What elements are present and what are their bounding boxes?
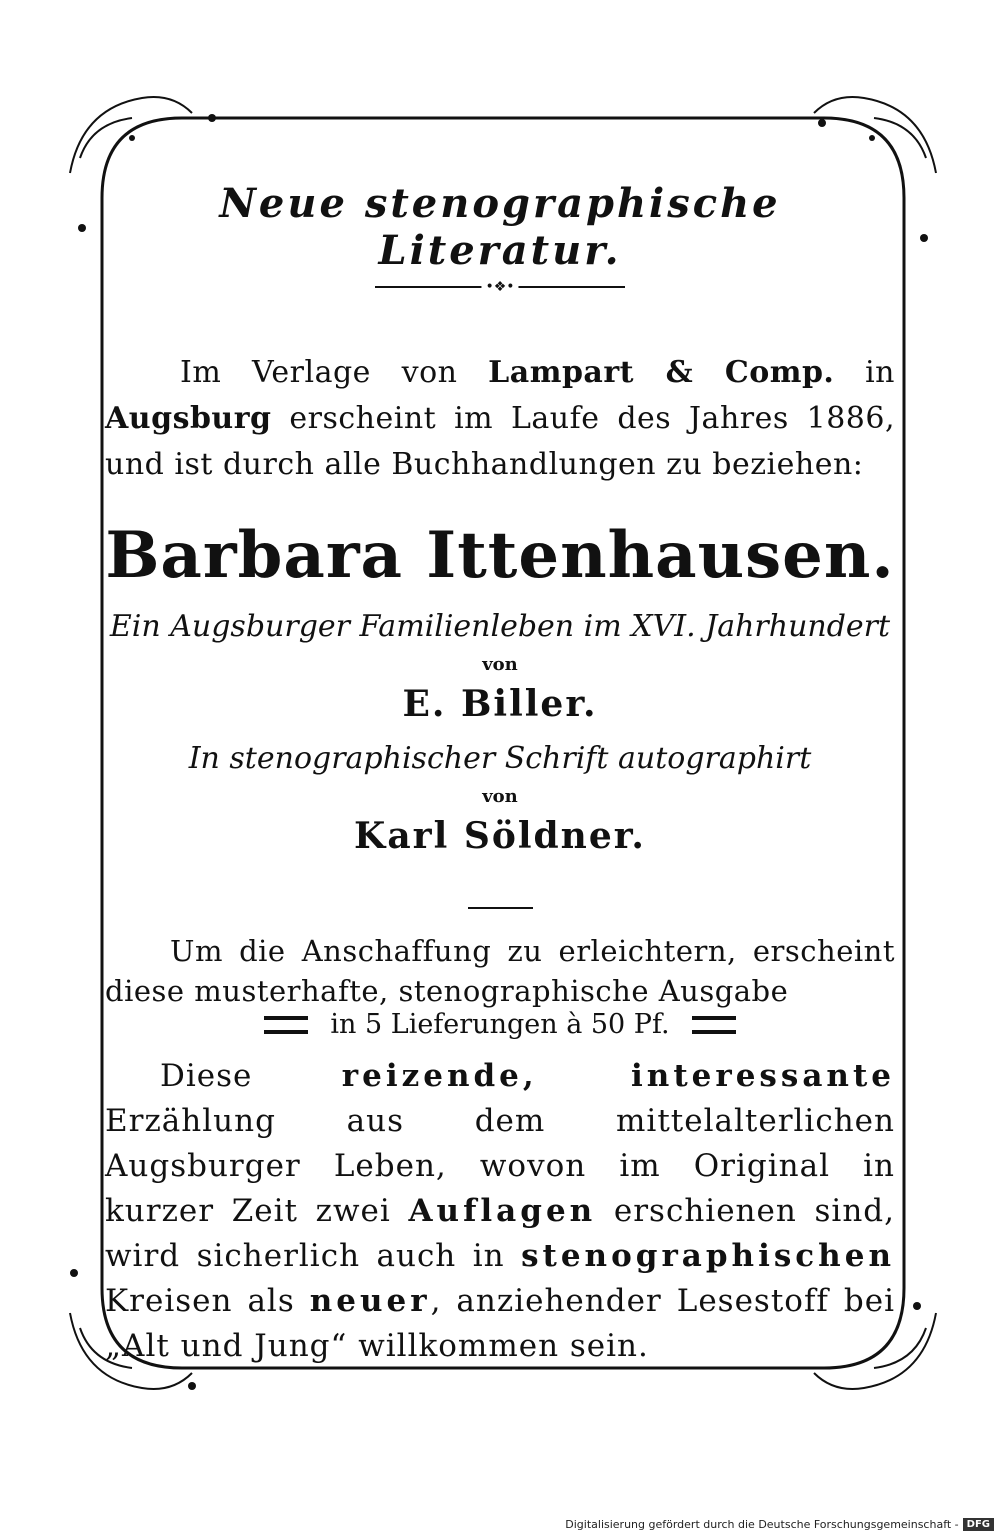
heading-divider [375,279,625,295]
intro-paragraph: Im Verlage von Lampart & Comp. in Augsburg erscheint im Laufe des Jahres 1886, und ist durch alle Buchhandlungen zu beziehen: [105,355,895,482]
section-divider [468,907,533,909]
offer-paragraph: Um die Anschaffung zu erleichtern, erscheint diese musterhafte, stenographische Ausgabe [105,934,895,1008]
double-rule-icon [264,1016,308,1034]
book-title: Barbara Ittenhausen. [105,518,895,593]
autographer-name: Karl Söldner. [354,815,646,857]
advertisement [105,170,895,1369]
von-label: von [482,654,518,675]
price-text: in 5 Lieferungen à 50 Pf. [330,1009,670,1040]
author-name: E. Biller. [402,683,598,725]
ornament-icon: •❖• [481,282,518,292]
dfg-logo: DFG [963,1518,994,1531]
double-rule-icon [692,1016,736,1034]
book-subtitle: Ein Augsburger Familienleben im XVI. Jahrhundert [109,609,891,644]
price-line [105,1009,895,1040]
city-name: Augsburg [105,401,272,436]
credit-text: Digitalisierung gefördert durch die Deutsche Forschungsgemeinschaft - [565,1518,959,1531]
description-paragraph: Diese reizende, interessante Erzählung aus dem mittelalterlichen Augsburger Leben, wovon im Original in kurzer Zeit zwei Auflagen erschienen sind, wird sicherlich auch in stenographischen Kreisen als neuer, anziehender Lesestoff bei „Alt und Jung“ willkommen sein. [105,1058,895,1364]
von-label: von [482,786,518,807]
stenography-line: In stenographischer Schrift autographirt [188,741,812,776]
publisher-name: Lampart & Comp. [488,355,835,390]
page-heading: Neue stenographische Literatur. [219,180,781,274]
digitization-credit [565,1518,994,1531]
